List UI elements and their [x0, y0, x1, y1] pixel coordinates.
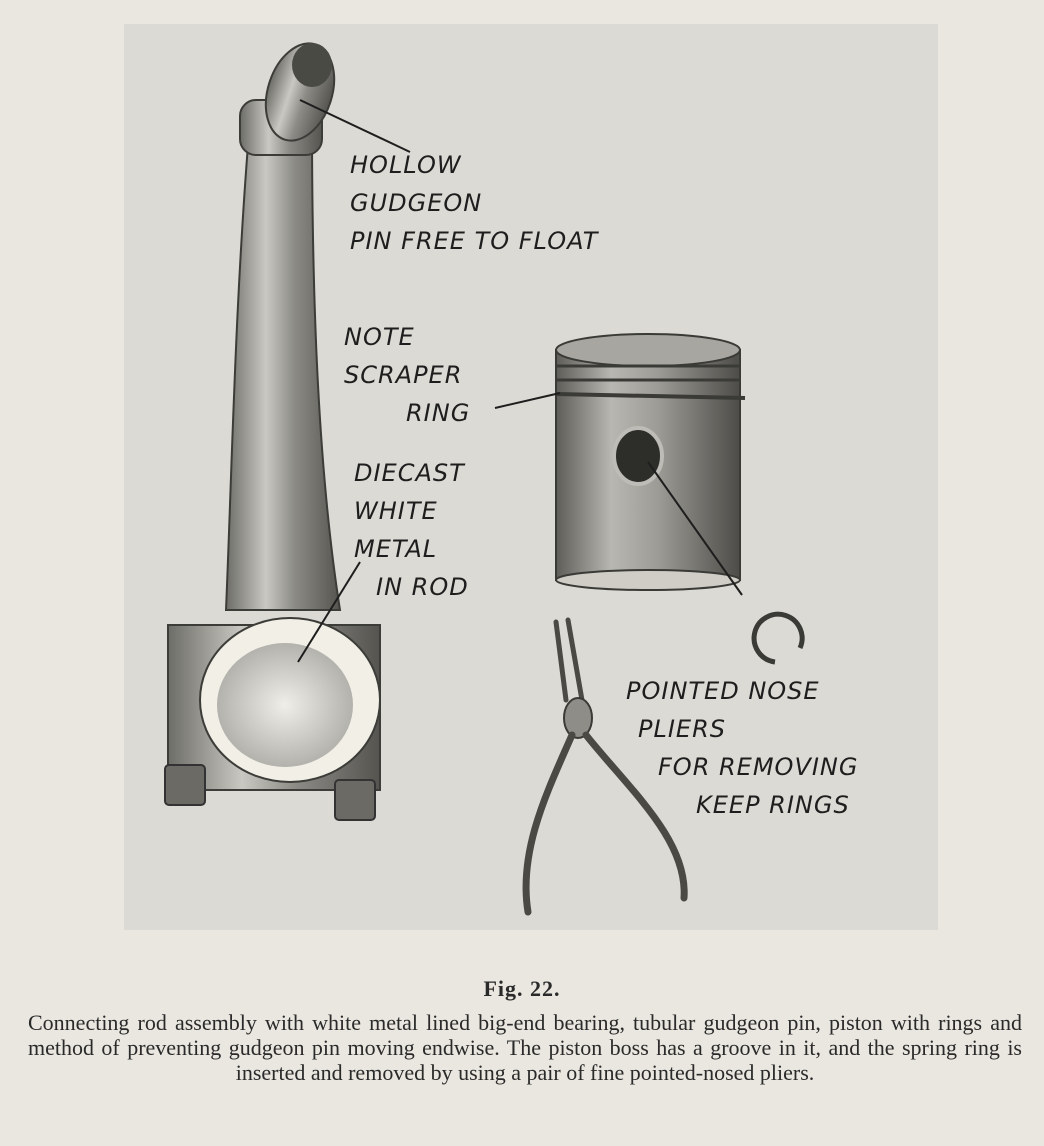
label-pliers: POINTED NOSE PLIERS FOR REMOVING KEEP RINGS: [626, 677, 859, 819]
circlip: [754, 614, 802, 662]
label-gudgeon-pin: HOLLOW GUDGEON PIN FREE TO FLOAT: [350, 151, 599, 255]
label-scraper-ring: NOTE SCRAPER RING: [344, 323, 471, 427]
figure-title: Fig. 22.: [483, 976, 561, 1001]
label-white-metal: DIECAST WHITE METAL IN ROD: [354, 459, 469, 601]
piston: [556, 334, 745, 590]
figure-caption: Connecting rod assembly with white metal lined big-end bearing, tubular gudgeon pin, piston with rings and method of preventing gudgeon pin moving endwise. The piston boss has a groove in it, and the spring ring is inserted and removed by using a pair of fine pointed-nosed pliers.: [28, 1010, 1022, 1085]
